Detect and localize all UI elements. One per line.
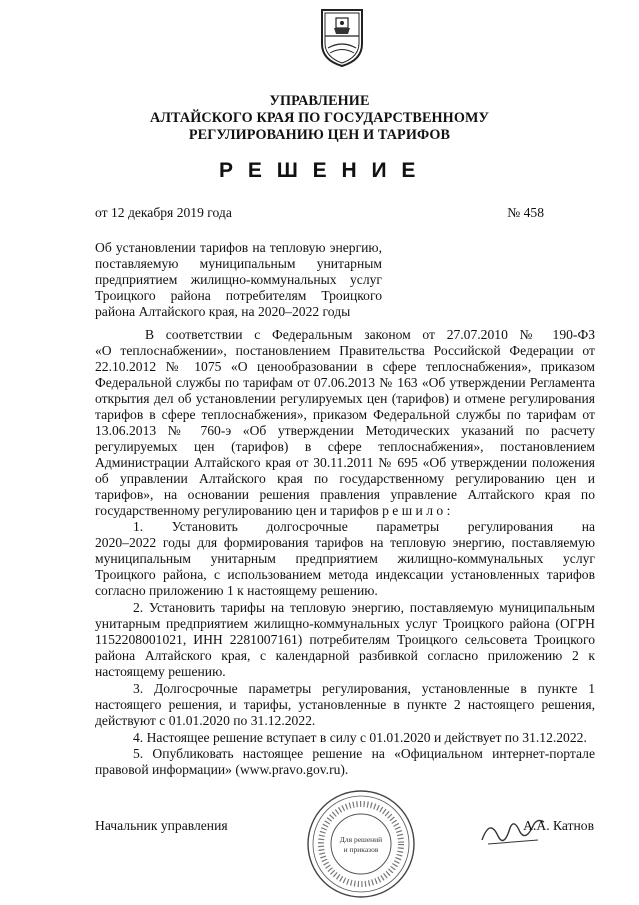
body-line: об управлении Алтайского края по государственному регулированию цен и xyxy=(95,471,595,486)
stamp-text-line-2: и приказов xyxy=(343,845,379,854)
body-line: 1152208001021, ИНН 2281007161) потребителям Троицкого сельсовета Троицкого xyxy=(95,632,595,647)
official-stamp xyxy=(305,788,417,900)
body-line: унитарным предприятием жилищно-коммунальных услуг Троицкого района (ОГРН xyxy=(95,616,595,631)
body-line: Федеральной службы по тарифам от 07.06.2013 № 163 «Об утверждении Регламента xyxy=(95,375,595,390)
body-line: 1. Установить долгосрочные параметры регулирования на xyxy=(133,519,595,534)
body-line: Троицкого района, с использованием метода индексации установленных тарифов xyxy=(95,567,595,582)
body-line: 4. Настоящее решение вступает в силу с 01.01.2020 и действует по 31.12.2022. xyxy=(133,730,587,745)
body-line: открытия дел об установлении регулируемых цен (тарифов) и отмене регулирования xyxy=(95,391,595,406)
subject-line: поставляемую муниципальным унитарным xyxy=(95,256,382,271)
agency-name-line-2: АЛТАЙСКОГО КРАЯ ПО ГОСУДАРСТВЕННОМУ xyxy=(150,110,489,126)
signatory-position: Начальник управления xyxy=(95,818,228,833)
body-line: 13.06.2013 № 760-э «Об утверждении Методических указаний по расчету xyxy=(95,423,595,438)
body-line: 5. Опубликовать настоящее решение на «Официальном интернет-портале xyxy=(133,746,595,761)
document-number: № 458 xyxy=(507,205,544,220)
subject-line: Об установлении тарифов на тепловую энергию, xyxy=(95,240,382,255)
body-line: правовой информации» (www.pravo.gov.ru). xyxy=(95,762,349,777)
body-line: 22.10.2012 № 1075 «О ценообразовании в сфере теплоснабжения», приказом xyxy=(95,359,595,374)
body-line: Администрации Алтайского края от 30.11.2011 № 695 «Об утверждении положения xyxy=(95,455,595,470)
body-line: действуют с 01.01.2020 по 31.12.2022. xyxy=(95,713,316,728)
body-line: В соответствии с Федеральным законом от 27.07.2010 № 190-ФЗ xyxy=(145,327,595,342)
body-line: тарифов», на основании решения правления управление Алтайского края по xyxy=(95,487,595,502)
body-line: настоящего решения, и тарифы, установленные в пункте 2 настоящего решения, xyxy=(95,697,595,712)
document-date: от 12 декабря 2019 года xyxy=(95,205,232,220)
body-line: согласно приложению 1 к настоящему решению. xyxy=(95,583,378,598)
body-line: тарифов в сфере теплоснабжения», приказом Федеральной службы по тарифам от xyxy=(95,407,595,422)
body-line: муниципальным унитарным предприятием жилищно-коммунальных услуг xyxy=(95,551,595,566)
subject-line: Троицкого района потребителям Троицкого xyxy=(95,288,382,303)
signatory-name: А.А. Катнов xyxy=(523,818,594,833)
body-line: 2. Установить тарифы на тепловую энергию, поставляемую муниципальным xyxy=(133,600,595,615)
body-line: «О теплоснабжении», постановлением Правительства Российской Федерации от xyxy=(95,343,595,358)
body-line: государственному регулированию цен и тарифов р е ш и л о : xyxy=(95,503,451,518)
agency-name-line-1: УПРАВЛЕНИЕ xyxy=(269,93,370,109)
document-title: Р Е Ш Е Н И Е xyxy=(219,159,420,182)
body-line: регулируемых цен (тарифов) в сфере теплоснабжения», постановлением xyxy=(95,439,595,454)
stamp-text-line-1: Для решений xyxy=(339,835,383,844)
body-line: 3. Долгосрочные параметры регулирования, установленные в пункте 1 xyxy=(133,681,595,696)
agency-name-line-3: РЕГУЛИРОВАНИЮ ЦЕН И ТАРИФОВ xyxy=(188,127,451,143)
subject-line: района Алтайского края, на 2020–2022 годы xyxy=(95,304,351,319)
body-line: 2020–2022 годы для формирования тарифов на тепловую энергию, поставляемую xyxy=(95,535,595,550)
subject-line: предприятием жилищно-коммунальных услуг xyxy=(95,272,382,287)
body-line: настоящему решению. xyxy=(95,664,226,679)
body-line: района Алтайского края, с календарной разбивкой согласно приложению 2 к xyxy=(95,648,595,663)
coat-of-arms-emblem xyxy=(318,6,366,68)
